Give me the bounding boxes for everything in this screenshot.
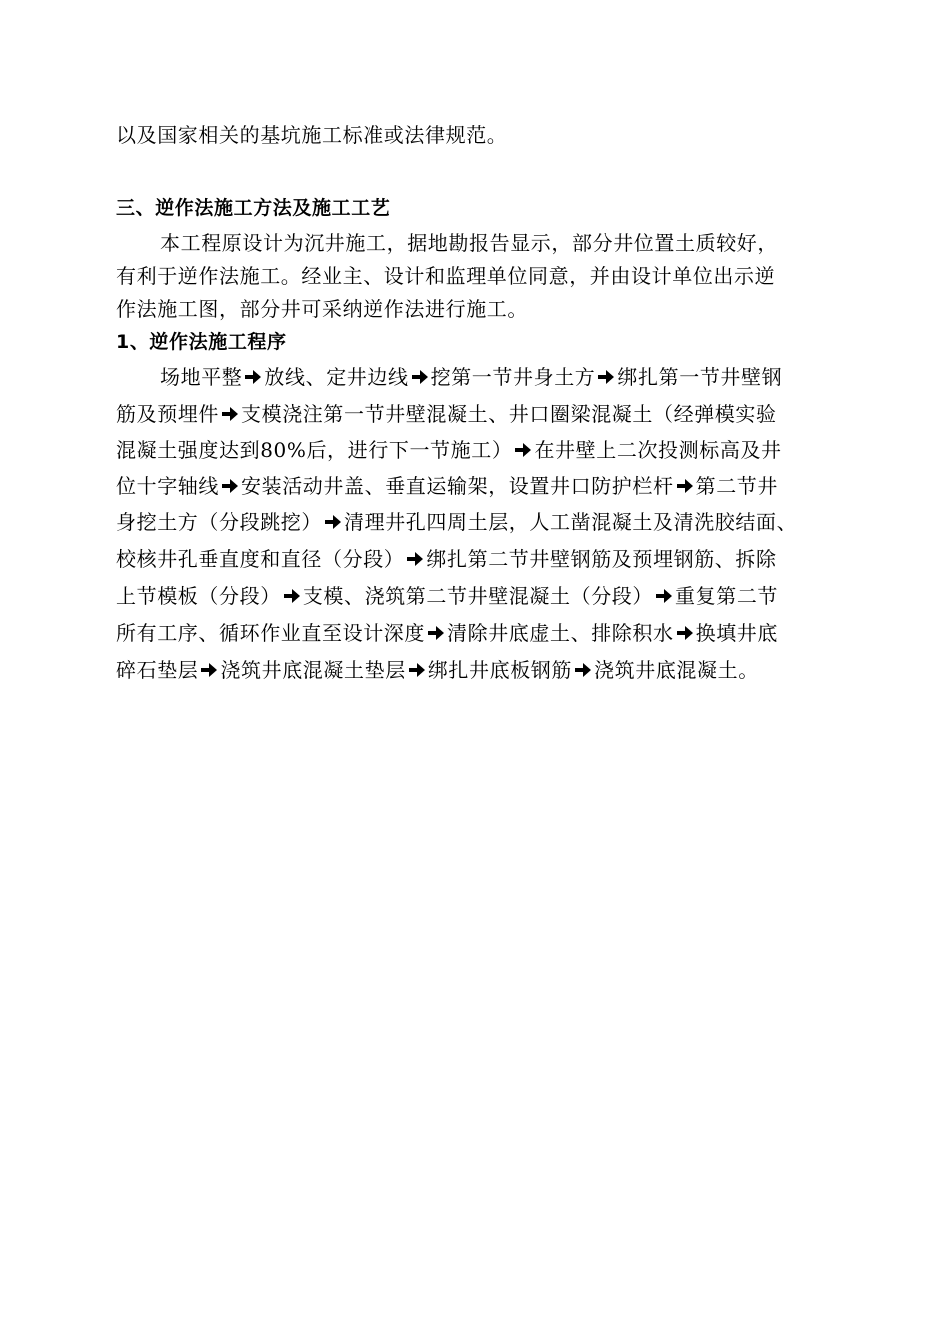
procedure-step: 筋及预埋件 xyxy=(116,402,219,426)
right-arrow-icon xyxy=(282,585,302,605)
procedure-step: 身挖土方（分段跳挖） xyxy=(116,510,322,534)
right-arrow-icon xyxy=(405,548,425,568)
procedure-line xyxy=(116,582,778,610)
procedure-step: 所有工序、循环作业直至设计深度 xyxy=(116,621,425,645)
procedure-line xyxy=(116,545,777,573)
procedure-step: 清除井底虚土、排除积水 xyxy=(447,621,674,645)
intro-line-1: 本工程原设计为沉井施工，据地勘报告显示，部分井位置土质较好， xyxy=(160,231,778,255)
procedure-step: 场地平整 xyxy=(160,365,243,389)
procedure-step: 位十字轴线 xyxy=(116,474,219,498)
procedure-step: 挖第一节井身土方 xyxy=(430,365,596,389)
continuation-text: 以及国家相关的基坑施工标准或法律规范。 xyxy=(116,123,508,147)
right-arrow-icon xyxy=(573,659,593,679)
intro-line-2: 有利于逆作法施工。经业主、设计和监理单位同意，并由设计单位出示逆 xyxy=(116,264,776,288)
procedure-step: 安装活动井盖、垂直运输架，设置井口防护栏杆 xyxy=(241,474,674,498)
procedure-step: 支模、浇筑第二节井壁混凝土（分段） xyxy=(302,584,654,608)
right-arrow-icon xyxy=(407,659,427,679)
right-arrow-icon xyxy=(675,622,695,642)
procedure-line xyxy=(116,619,778,647)
procedure-step: 混凝土强度达到80%后，进行下一节施工） xyxy=(116,438,513,462)
right-arrow-icon xyxy=(243,366,263,386)
procedure-step: 绑扎第二节井壁钢筋及预埋钢筋、拆除 xyxy=(426,547,777,571)
right-arrow-icon xyxy=(220,475,240,495)
procedure-step: 放线、定井边线 xyxy=(264,365,409,389)
intro-line-3: 作法施工图，部分井可采纳逆作法进行施工。 xyxy=(116,297,528,321)
section-heading: 三、逆作法施工方法及施工工艺 xyxy=(116,197,391,219)
subheading: 1、逆作法施工程序 xyxy=(116,331,287,353)
procedure-step: 上节模板（分段） xyxy=(116,584,281,608)
right-arrow-icon xyxy=(323,511,343,531)
procedure-step: 校核井孔垂直度和直径（分段） xyxy=(116,547,405,571)
procedure-step: 在井壁上二次投测标高及井 xyxy=(534,438,782,462)
procedure-step: 碎石垫层 xyxy=(116,658,199,682)
right-arrow-icon xyxy=(410,366,430,386)
right-arrow-icon xyxy=(199,659,219,679)
procedure-line xyxy=(116,508,797,536)
procedure-step: 换填井底 xyxy=(695,621,779,645)
right-arrow-icon xyxy=(654,585,674,605)
right-arrow-icon xyxy=(596,366,616,386)
procedure-line xyxy=(116,472,778,500)
procedure-step: 重复第二节 xyxy=(675,584,779,608)
procedure-line xyxy=(116,656,759,684)
procedure-step: 清理井孔四周土层，人工凿混凝土及清洗胶结面、 xyxy=(344,510,798,534)
right-arrow-icon xyxy=(513,439,533,459)
procedure-step: 支模浇注第一节井壁混凝土、井口圈梁混凝土（经弹模实验 xyxy=(241,402,777,426)
procedure-step: 绑扎第一节井壁钢 xyxy=(617,365,783,389)
procedure-line xyxy=(116,400,777,428)
procedure-step: 浇筑井底混凝土。 xyxy=(594,658,759,682)
right-arrow-icon xyxy=(426,622,446,642)
procedure-step: 第二节井 xyxy=(695,474,779,498)
procedure-step: 浇筑井底混凝土垫层 xyxy=(220,658,406,682)
procedure-line xyxy=(160,363,782,391)
procedure-line xyxy=(116,436,782,464)
right-arrow-icon xyxy=(220,403,240,423)
right-arrow-icon xyxy=(675,475,695,495)
procedure-step: 绑扎井底板钢筋 xyxy=(427,658,573,682)
